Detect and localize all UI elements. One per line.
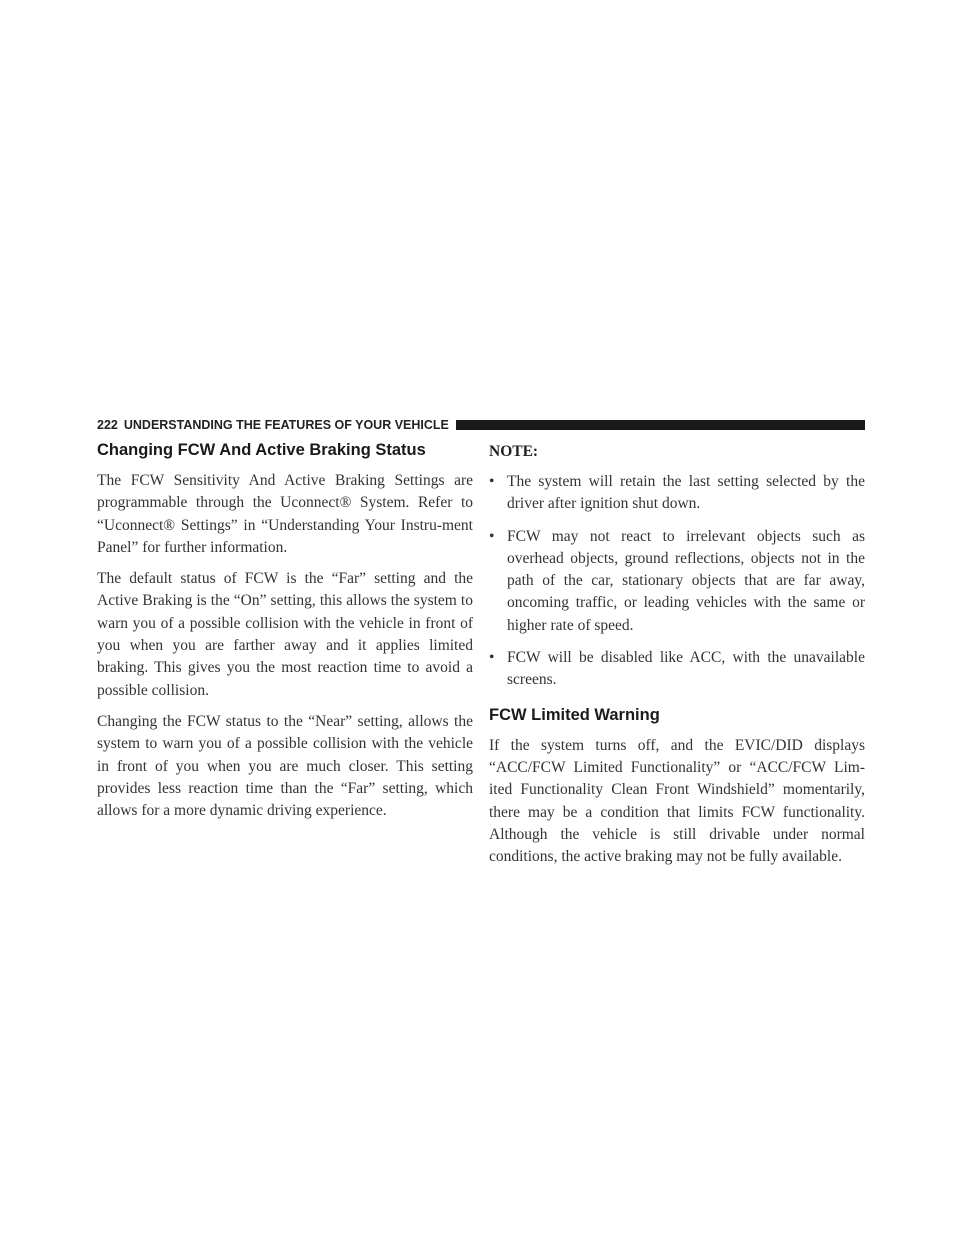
list-item <box>489 647 865 692</box>
paragraph: Changing the FCW status to the “Near” setting, allows the system to warn you of a possible collision with the vehicle in front of you when you are much closer. This setting provides less reaction time than the “Far” setting, which allows for a more dynamic driving experience. <box>97 712 473 820</box>
section-title: UNDERSTANDING THE FEATURES OF YOUR VEHICLE <box>123 418 449 432</box>
list-item <box>489 471 865 516</box>
paragraph: The FCW Sensitivity And Active Braking Settings are programmable through the Uconnect® System. Refer to “Uconnect® Settings” in “Understanding Your Instru-ment Panel” for further information. <box>97 472 473 556</box>
paragraph: The default status of FCW is the “Far” setting and the Active Braking is the “On” setting, this allows the system to warn you of a possible collision with the vehicle in front of you when you are farther away and it applies limited braking. This gives you the most reaction time to avoid a possible collision. <box>97 570 473 699</box>
page-header <box>97 415 865 435</box>
page-number: 222 <box>97 418 118 432</box>
paragraph: If the system turns off, and the EVIC/DID displays “ACC/FCW Limited Functionality” or “ACC/FCW Lim-ited Functionality Clean Front Windshield” momentarily, there may be a condition that limits FCW functionality. Although the vehicle is still drivable under normal conditions, the active braking may not be fully available. <box>489 736 865 866</box>
bullet-icon: • <box>489 473 495 490</box>
list-item-text: FCW may not react to irrelevant objects such as overhead objects, ground reflections, objects not in the path of the car, stationary objects that are far away, oncoming traffic, or leading vehicles with the same or higher rate of speed. <box>507 527 865 634</box>
list-item-text: The system will retain the last setting selected by the driver after ignition shut down. <box>507 473 865 513</box>
note-list <box>489 471 865 692</box>
bullet-icon: • <box>489 649 495 667</box>
bullet-icon: • <box>489 527 495 545</box>
list-item-text: FCW will be disabled like ACC, with the unavailable screens. <box>507 649 865 689</box>
list-item <box>489 526 865 637</box>
header-rule <box>456 420 865 430</box>
left-column <box>97 441 473 831</box>
section-heading: Changing FCW And Active Braking Status <box>97 441 426 459</box>
section-heading: FCW Limited Warning <box>489 705 660 724</box>
right-column <box>489 441 865 877</box>
note-label: NOTE: <box>489 443 539 460</box>
